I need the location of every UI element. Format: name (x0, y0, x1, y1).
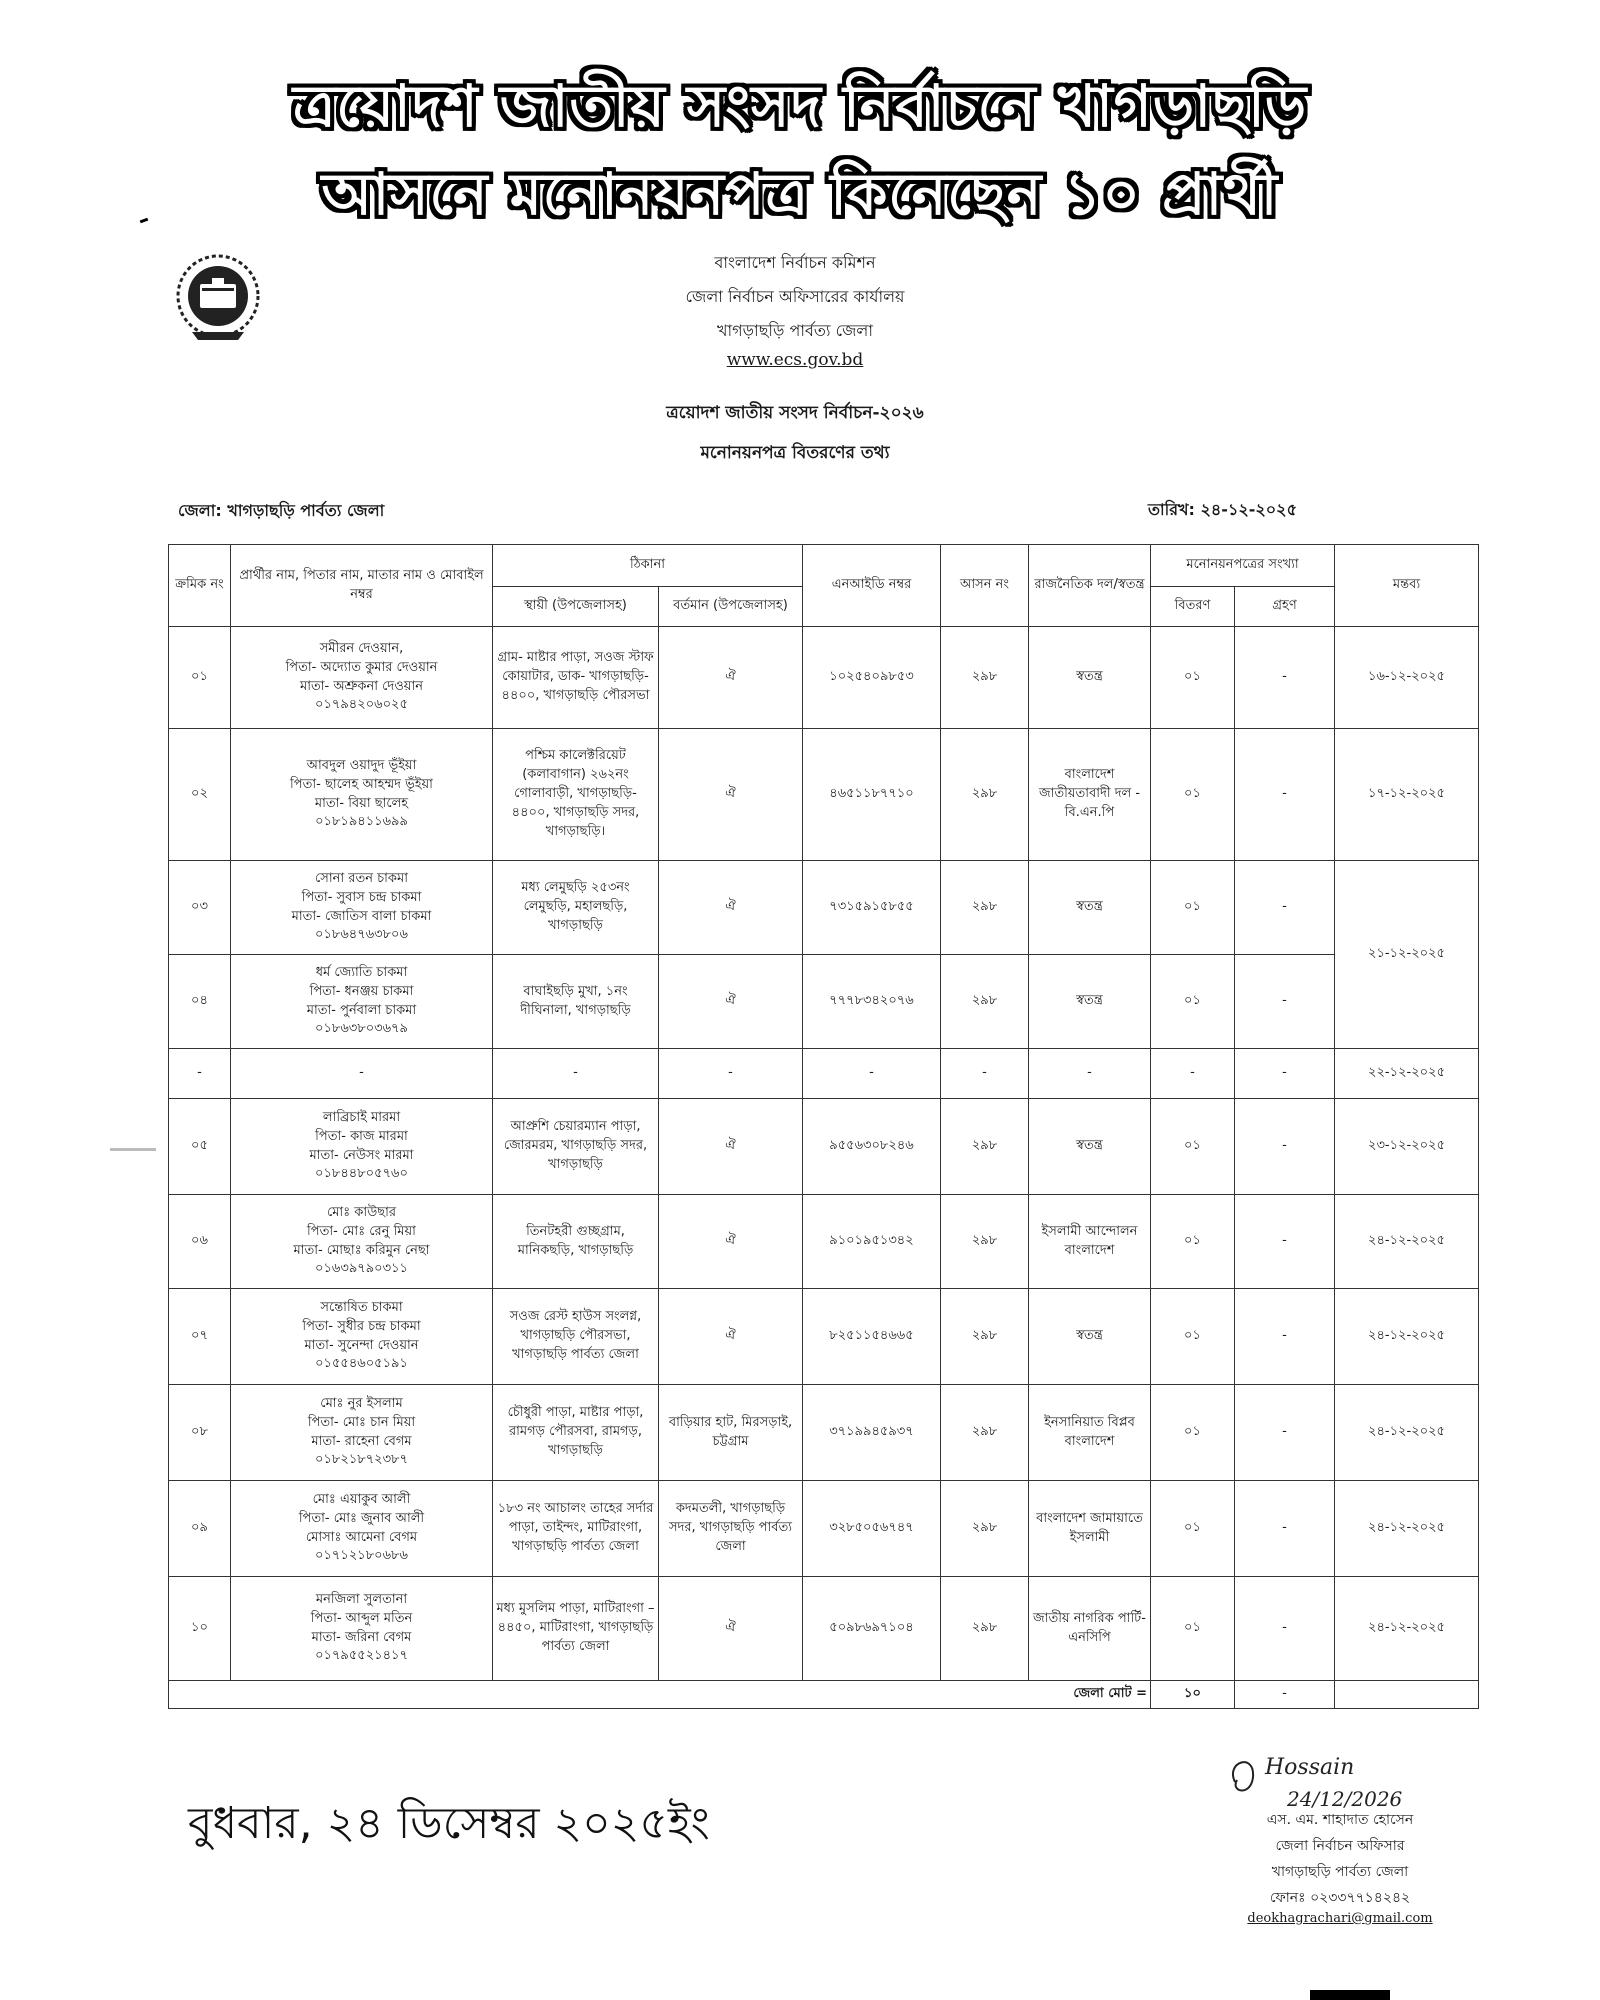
received-cell: - (1235, 627, 1335, 729)
party-cell: জাতীয় নাগরিক পার্টি- এনসিপি (1029, 1577, 1151, 1681)
header-nid: এনআইডি নম্বর (803, 545, 941, 627)
serial-cell: ০৫ (169, 1099, 231, 1195)
remarks-cell: ১৬-১২-২০২৫ (1335, 627, 1479, 729)
candidate-cell (231, 1099, 493, 1195)
nid-cell: ৩২৮৫০৫৬৭৪৭ (803, 1481, 941, 1577)
party-cell: বাংলাদেশ জামায়াতে ইসলামী (1029, 1481, 1151, 1577)
party-cell: ইসলামী আন্দোলন বাংলাদেশ (1029, 1195, 1151, 1289)
header-received: গ্রহণ (1235, 587, 1335, 627)
date-label: তারিখ: (1148, 500, 1195, 519)
remarks-cell: ২২-১২-২০২৫ (1335, 1049, 1479, 1099)
distributed-cell: ০১ (1151, 1099, 1235, 1195)
candidate-name: লাব্রিচাই মারমা (322, 1109, 401, 1125)
candidate-cell (231, 1481, 493, 1577)
candidate-cell (231, 1289, 493, 1385)
distributed-cell: ০১ (1151, 1289, 1235, 1385)
district-label: জেলা: (178, 501, 222, 520)
permanent-address-cell: গ্রাম- মাষ্টার পাড়া, সওজ স্টাফ কোয়াটার, ডাক- খাগড়াছড়ি- ৪৪০০, খাগড়াছড়ি পৌরসভা (493, 627, 659, 729)
candidate-mother: মোসাঃ আমেনা বেগম (305, 1529, 418, 1545)
candidate-mobile: ০১৮১৯৪১১৬৯৯ (315, 814, 408, 830)
candidate-cell (231, 955, 493, 1049)
distributed-cell: - (1151, 1049, 1235, 1099)
district-line (178, 498, 384, 525)
table-row (169, 1195, 1479, 1289)
header-remarks: মন্তব্য (1335, 545, 1479, 627)
distributed-cell: ০১ (1151, 1385, 1235, 1481)
nid-cell: ১০২৫৪০৯৮৫৩ (803, 627, 941, 729)
remarks-cell: ২৪-১২-২০২৫ (1335, 1481, 1479, 1577)
serial-cell: ১০ (169, 1577, 231, 1681)
seat-cell: ২৯৮ (941, 627, 1029, 729)
officer-name: এস. এম. শাহাদাত হোসেন (1266, 1812, 1414, 1828)
seat-cell: ২৯৮ (941, 729, 1029, 861)
nid-cell: ৪৬৫১১৮৭৭১০ (803, 729, 941, 861)
permanent-address-cell: চৌধুরী পাড়া, মাষ্টার পাড়া, রামগড় পৌরসবা, রামগড়, খাগড়াছড়ি (493, 1385, 659, 1481)
nomination-table (168, 544, 1479, 1709)
permanent-address-cell: - (493, 1049, 659, 1099)
seat-cell: ২৯৮ (941, 1385, 1029, 1481)
seat-cell: - (941, 1049, 1029, 1099)
party-cell: স্বতন্ত্র (1029, 861, 1151, 955)
party-cell: ইনসানিয়াত বিপ্লব বাংলাদেশ (1029, 1385, 1151, 1481)
candidate-mobile: ০১৮৬৪৭৬৩৮০৬ (315, 927, 408, 943)
nid-cell: ৯১০১৯৫১৩৪২ (803, 1195, 941, 1289)
election-subtitle: মনোনয়নপত্র বিতরণের তথ্য (700, 443, 890, 463)
remarks-cell: ১৭-১২-২০২৫ (1335, 729, 1479, 861)
candidate-cell (231, 1577, 493, 1681)
candidate-father: পিতা- সুধীর চন্দ্র চাকমা (302, 1318, 421, 1334)
serial-cell: ০৮ (169, 1385, 231, 1481)
header-candidate: প্রার্থীর নাম, পিতার নাম, মাতার নাম ও মোবাইল নম্বর (231, 545, 493, 627)
header-present: বর্তমান (উপজেলাসহ) (659, 587, 803, 627)
present-address-cell: - (659, 1049, 803, 1099)
candidate-name: আবদুল ওয়াদুদ ভূঁইয়া (306, 757, 417, 773)
candidate-name: সোনা রতন চাকমা (315, 870, 408, 886)
officer-email-line (1200, 1910, 1480, 1926)
serial-cell: ০৭ (169, 1289, 231, 1385)
received-cell: - (1235, 1049, 1335, 1099)
headline-line-2: আসনে মনোনয়নপত্র কিনেছেন ১০ প্রার্থী (321, 160, 1279, 228)
seat-cell: ২৯৮ (941, 1099, 1029, 1195)
candidate-name: মনজিলা সুলতানা (315, 1591, 408, 1607)
candidate-cell: - (231, 1049, 493, 1099)
header-party: রাজনৈতিক দল/স্বতন্ত্র (1029, 545, 1151, 627)
present-address-cell: ঐ (659, 861, 803, 955)
received-cell: - (1235, 729, 1335, 861)
present-address-cell: ঐ (659, 1289, 803, 1385)
candidate-father: পিতা- আব্দুল মতিন (310, 1610, 413, 1626)
officer-signature (1225, 1742, 1445, 1812)
candidate-cell (231, 627, 493, 729)
seat-cell: ২৯৮ (941, 1481, 1029, 1577)
party-cell: বাংলাদেশ জাতীয়তাবাদী দল - বি.এন.পি (1029, 729, 1151, 861)
nid-cell: ৭৩১৫৯১৫৮৫৫ (803, 861, 941, 955)
candidate-father: পিতা- ধনঞ্জয় চাকমা (309, 983, 414, 999)
party-cell: স্বতন্ত্র (1029, 955, 1151, 1049)
permanent-address-cell: ১৮৩ নং আচালং তাহের সর্দার পাড়া, তাইন্দং, মাটিরাংগা, খাগড়াছড়ি পার্বত্য জেলা (493, 1481, 659, 1577)
distributed-cell: ০১ (1151, 729, 1235, 861)
table-row (169, 627, 1479, 729)
permanent-address-cell: মধ্য লেমুছড়ি ২৫৩নং লেমুছড়ি, মহালছড়ি, খাগড়াছড়ি (493, 861, 659, 955)
serial-cell: ০৬ (169, 1195, 231, 1289)
seat-cell: ২৯৮ (941, 1577, 1029, 1681)
distributed-cell: ০১ (1151, 1577, 1235, 1681)
candidate-name: মোঃ নুর ইসলাম (320, 1395, 403, 1411)
permanent-address-cell: সওজ রেস্ট হাউস সংলগ্ন, খাগড়াছড়ি পৌরসভা, খাগড়াছড়ি পার্বত্য জেলা (493, 1289, 659, 1385)
total-label: জেলা মোট = (169, 1681, 1151, 1709)
signature-text: Hossain (1265, 1755, 1355, 1780)
officer-title: জেলা নির্বাচন অফিসার (1275, 1838, 1405, 1854)
candidate-father: পিতা- মোঃ জুনাব আলী (298, 1510, 425, 1526)
signature-date: 24/12/2026 (1287, 1787, 1403, 1811)
serial-cell: ০২ (169, 729, 231, 861)
header-forms: মনোনয়নপত্রের সংখ্যা (1151, 545, 1335, 587)
seat-cell: ২৯৮ (941, 1289, 1029, 1385)
table-row (169, 955, 1479, 1049)
remarks-cell: ২৪-১২-২০২৫ (1335, 1289, 1479, 1385)
candidate-father: পিতা- অদ্যোত কুমার দেওয়ান (285, 659, 438, 675)
candidate-name: সন্তোষিত চাকমা (320, 1299, 403, 1315)
header-permanent: স্থায়ী (উপজেলাসহ) (493, 587, 659, 627)
candidate-cell (231, 729, 493, 861)
candidate-mobile: ০১৫৫৪৬০৫১৯১ (315, 1356, 408, 1372)
serial-cell: ০৯ (169, 1481, 231, 1577)
candidate-mobile: ০১৭৯৪২০৬০২৫ (315, 697, 408, 713)
header-distributed: বিতরণ (1151, 587, 1235, 627)
publication-date: বুধবার, ২৪ ডিসেম্বর ২০২৫ইং (188, 1798, 710, 1849)
nid-cell: - (803, 1049, 941, 1099)
candidate-name: মোঃ এয়াকুব আলী (312, 1491, 411, 1507)
candidate-mobile: ০১৮২১৮৭২৩৮৭ (315, 1452, 408, 1468)
distributed-cell: ০১ (1151, 1195, 1235, 1289)
permanent-address-cell: তিনটহরী গুচ্ছগ্রাম, মানিকছড়ি, খাগড়াছড়ি (493, 1195, 659, 1289)
header-address: ঠিকানা (493, 545, 803, 587)
district-value: খাগড়াছড়ি পার্বত্য জেলা (227, 501, 385, 520)
candidate-mobile: ০১৭৯৫৫২১৪১৭ (315, 1648, 408, 1664)
present-address-cell: বাড়িয়ার হাট, মিরসড়াই, চট্টগ্রাম (659, 1385, 803, 1481)
table-row (169, 1099, 1479, 1195)
present-address-cell: ঐ (659, 1577, 803, 1681)
party-cell: স্বতন্ত্র (1029, 1099, 1151, 1195)
candidate-mother: মাতা- অশ্রুকনা দেওয়ান (300, 678, 423, 694)
remarks-cell: ২৪-১২-২০২৫ (1335, 1385, 1479, 1481)
table-row (169, 861, 1479, 955)
candidate-father: পিতা- ছালেহ আহম্মদ ভূঁইয়া (290, 776, 433, 792)
candidate-name: সমীরন দেওয়ান, (319, 640, 404, 656)
present-address-cell: ঐ (659, 729, 803, 861)
office-name: জেলা নির্বাচন অফিসারের কার্যালয় (685, 287, 905, 306)
candidate-father: পিতা- সুবাস চন্দ্র চাকমা (301, 889, 422, 905)
header-serial: ক্রমিক নং (169, 545, 231, 627)
officer-district: খাগড়াছড়ি পার্বত্য জেলা (1271, 1864, 1409, 1880)
permanent-address-cell: আপ্রুশি চেয়ারম্যান পাড়া, জোরমরম, খাগড়াছড়ি সদর, খাগড়াছড়ি (493, 1099, 659, 1195)
seat-cell: ২৯৮ (941, 955, 1029, 1049)
nid-cell: ৮২৫১১৫৪৬৬৫ (803, 1289, 941, 1385)
serial-cell: ০৪ (169, 955, 231, 1049)
candidate-cell (231, 1385, 493, 1481)
date-value: ২৪-১২-২০২৫ (1200, 500, 1297, 519)
received-cell: - (1235, 1385, 1335, 1481)
candidate-mother: মাতা- মোছাঃ করিমুন নেছা (293, 1242, 430, 1258)
election-title: ত্রয়োদশ জাতীয় সংসদ নির্বাচন-২০২৬ (666, 403, 924, 423)
present-address-cell: ঐ (659, 1195, 803, 1289)
candidate-mobile: ০১৮৬৩৮০৩৬৭৯ (315, 1021, 408, 1037)
remarks-cell: ২৪-১২-২০২৫ (1335, 1577, 1479, 1681)
permanent-address-cell: পশ্চিম কালেক্টরিয়েট (কলাবাগান) ২৬২নং গোলাবাড়ী, খাগড়াছড়ি- ৪৪০০, খাগড়াছড়ি সদর, খাগড়াছড়ি। (493, 729, 659, 861)
candidate-mother: মাতা- রাহেনা বেগম (311, 1433, 412, 1449)
candidate-mobile: ০১৮৪৪৮০৫৭৬০ (315, 1166, 408, 1182)
serial-cell: ০১ (169, 627, 231, 729)
distributed-cell: ০১ (1151, 861, 1235, 955)
candidate-mother: মাতা- সুনেন্দা দেওয়ান (304, 1337, 419, 1353)
candidate-mobile: ০১৬৩৯৭৯০৩১১ (315, 1261, 408, 1277)
received-cell: - (1235, 1481, 1335, 1577)
candidate-name: মোঃ কাউছার (326, 1204, 397, 1220)
total-blank (1335, 1681, 1479, 1709)
candidate-mobile: ০১৭১২১৮০৬৮৬ (315, 1548, 408, 1564)
remarks-cell: ২৩-১২-২০২৫ (1335, 1099, 1479, 1195)
nid-cell: ৭৭৭৮৩৪২০৭৬ (803, 955, 941, 1049)
received-cell: - (1235, 1195, 1335, 1289)
scan-mark (1310, 1990, 1390, 2000)
website-link[interactable]: www.ecs.gov.bd (726, 350, 864, 370)
table-row (169, 729, 1479, 861)
received-cell: - (1235, 955, 1335, 1049)
officer-phone: ফোনঃ ০২৩৩৭৭১৪২৪২ (1269, 1890, 1411, 1906)
present-address-cell: কদমতলী, খাগড়াছড়ি সদর, খাগড়াছড়ি পার্বত্য জেলা (659, 1481, 803, 1577)
officer-email[interactable]: deokhagrachari@gmail.com (1247, 1911, 1433, 1926)
candidate-cell (231, 861, 493, 955)
candidate-father: পিতা- মোঃ চান মিয়া (307, 1414, 416, 1430)
seat-cell: ২৯৮ (941, 1195, 1029, 1289)
total-received: - (1235, 1681, 1335, 1709)
party-cell: স্বতন্ত্র (1029, 627, 1151, 729)
remarks-cell: ২৪-১২-২০২৫ (1335, 1195, 1479, 1289)
present-address-cell: ঐ (659, 955, 803, 1049)
table-row (169, 1049, 1479, 1099)
election-commission-emblem-icon (172, 252, 264, 344)
nid-cell: ৯৫৫৬৩০৮২৪৬ (803, 1099, 941, 1195)
remarks-cell: ২১-১২-২০২৫ (1335, 861, 1479, 1049)
candidate-mother: মাতা- পুর্নবালা চাকমা (306, 1002, 417, 1018)
table-row (169, 1577, 1479, 1681)
report-date (1148, 497, 1297, 524)
party-cell: স্বতন্ত্র (1029, 1289, 1151, 1385)
candidate-mother: মাতা- বিয়া ছালেহ (314, 795, 409, 811)
present-address-cell: ঐ (659, 1099, 803, 1195)
distributed-cell: ০১ (1151, 1481, 1235, 1577)
permanent-address-cell: বাঘাইছড়ি মুখা, ১নং দীঘিনালা, খাগড়াছড়ি (493, 955, 659, 1049)
serial-cell: - (169, 1049, 231, 1099)
candidate-mother: মাতা- নেউসং মারমা (309, 1147, 414, 1163)
total-row (169, 1681, 1479, 1709)
nid-cell: ৫০৯৮৬৯৭১০৪ (803, 1577, 941, 1681)
candidate-father: পিতা- কাজ মারমা (315, 1128, 408, 1144)
present-address-cell: ঐ (659, 627, 803, 729)
distributed-cell: ০১ (1151, 627, 1235, 729)
permanent-address-cell: মধ্য মুসলিম পাড়া, মাটিরাংগা – ৪৪৫০, মাটিরাংগা, খাগড়াছড়ি পার্বত্য জেলা (493, 1577, 659, 1681)
nid-cell: ৩৭১৯৯৪৫৯৩৭ (803, 1385, 941, 1481)
table-row (169, 1289, 1479, 1385)
candidate-mother: মাতা- জোতিস বালা চাকমা (291, 908, 432, 924)
party-cell: - (1029, 1049, 1151, 1099)
received-cell: - (1235, 1577, 1335, 1681)
serial-cell: ০৩ (169, 861, 231, 955)
seat-cell: ২৯৮ (941, 861, 1029, 955)
candidate-name: ধর্ম জ্যোতি চাকমা (315, 964, 408, 980)
commission-name: বাংলাদেশ নির্বাচন কমিশন (714, 253, 876, 272)
office-district: খাগড়াছড়ি পার্বত্য জেলা (717, 321, 873, 340)
received-cell: - (1235, 1099, 1335, 1195)
distributed-cell: ০১ (1151, 955, 1235, 1049)
scan-mark (110, 1148, 156, 1151)
candidate-mother: মাতা- জরিনা বেগম (311, 1629, 412, 1645)
headline-line-1: ত্রয়োদশ জাতীয় সংসদ নির্বাচনে খাগড়াছড়ি (292, 72, 1308, 140)
candidate-cell (231, 1195, 493, 1289)
candidate-father: পিতা- মোঃ রেনু মিয়া (307, 1223, 416, 1239)
header-seat: আসন নং (941, 545, 1029, 627)
total-distributed: ১০ (1151, 1681, 1235, 1709)
received-cell: - (1235, 861, 1335, 955)
received-cell: - (1235, 1289, 1335, 1385)
office-website (560, 350, 1030, 370)
table-row (169, 1385, 1479, 1481)
table-row (169, 1481, 1479, 1577)
